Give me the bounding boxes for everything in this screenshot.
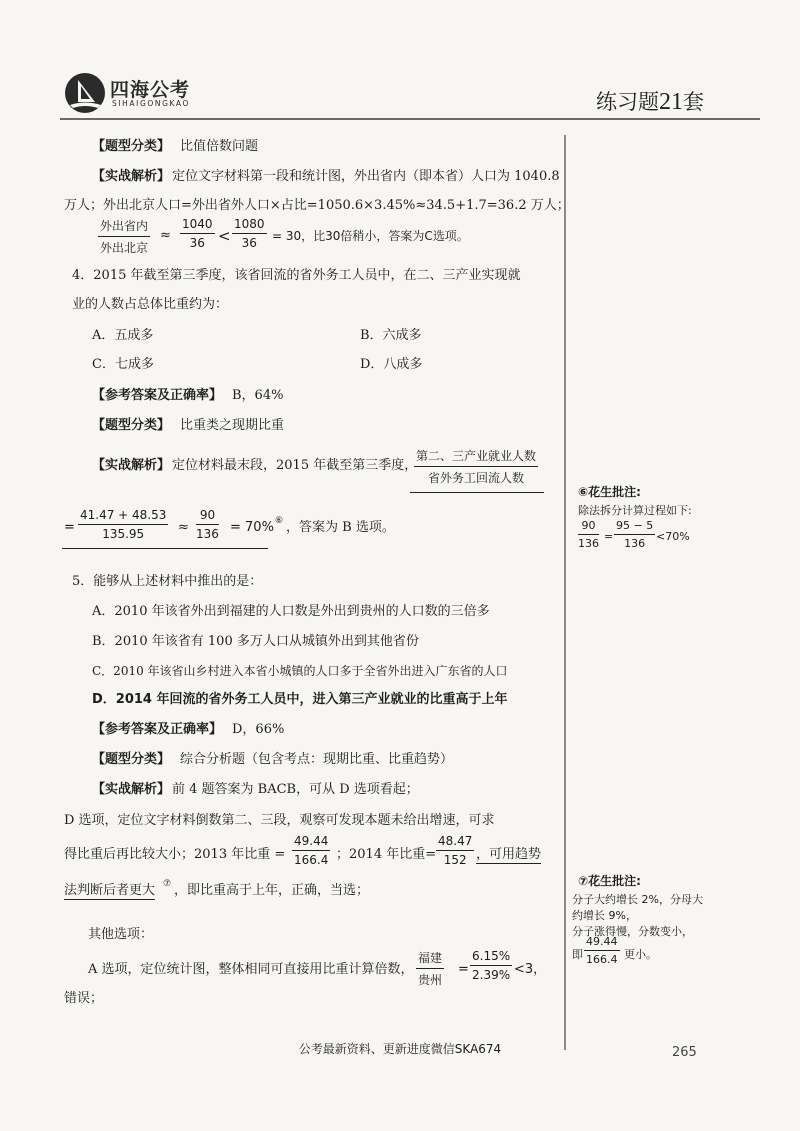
- q5-stem: 5．能够从上述材料中推出的是：: [72, 574, 263, 589]
- q4-fraction-2: $\frac{90}{136}$: [196, 508, 219, 541]
- note-7-line3: 分子涨得慢，分数变小，: [572, 925, 693, 938]
- q5-d-line3a: 法判断后者更大: [64, 883, 156, 898]
- note-6-marker: ⑥: [275, 516, 284, 526]
- q4-type-text: 比重类之现期比重: [180, 418, 285, 433]
- note-6-fraction-2: $\frac{95 - 5}{136}$: [616, 519, 654, 550]
- q4-definition-fraction: 第二、三产业就业人数 省外务工回流人数: [416, 449, 537, 485]
- q5-analysis-label: 【实战解析】: [92, 782, 171, 797]
- q4-result: = 70%: [230, 520, 274, 535]
- margin-divider: [564, 135, 566, 1050]
- q3-fraction-1: $\frac{1040}{36}$: [182, 217, 213, 250]
- note-6-tail: <70%: [656, 530, 690, 543]
- q5-a-lt3: <3，: [514, 962, 547, 977]
- q4-stem-line2: 业的人数占总体比重约为：: [72, 297, 229, 312]
- q3-result: = 30，比30倍稍小，答案为C选项。: [272, 229, 469, 243]
- q3-analysis-label: 【实战解析】: [92, 169, 171, 184]
- note-7-line2: 约增长 9%，: [572, 909, 637, 922]
- q5-d-fraction-2013: $\frac{49.44}{166.4}$: [294, 834, 329, 867]
- q4-calc-fraction: $\frac{41.47 + 48.53}{135.95}$: [80, 508, 167, 541]
- q3-type-text: 比值倍数问题: [180, 139, 259, 154]
- exercise-set-title: 练习题21套: [596, 89, 704, 115]
- q5-a-fraction: $\frac{6.15\%}{2.39\%}$: [472, 949, 511, 982]
- q5-option-c: C．2010 年该省山乡村进入本省小城镇的人口多于全省外出进入广东省的人口: [92, 664, 508, 678]
- q4-calc-underline: [62, 548, 268, 549]
- q4-approx: ≈: [178, 520, 189, 535]
- note-7-line1: 分子大约增长 2%，分母大: [572, 893, 703, 906]
- note-6-eq: =: [604, 530, 614, 543]
- q5-option-a: A．2010 年该省外出到福建的人口数是外出到贵州的人口数的三倍多: [92, 604, 490, 619]
- q5-a-eq: =: [458, 962, 469, 977]
- q5-d-line1: D 选项，定位文字材料倒数第二、三段，观察可发现本题未给出增速，可求: [64, 813, 495, 828]
- q4-result-tail: ，答案为 B 选项。: [286, 520, 395, 535]
- note-7-fraction: $\frac{49.44}{166.4}$: [586, 935, 618, 966]
- q5-d-line3b: ，即比重高于上年，正确，当选；: [174, 883, 370, 898]
- q3-fraction-2: $\frac{1080}{36}$: [234, 217, 265, 250]
- logo: [64, 72, 204, 116]
- q5-d-line2c: ，可用趋势: [476, 847, 542, 862]
- footer-text: 公考最新资料、更新进度微信SKA674: [298, 1042, 502, 1056]
- q4-option-c: C．七成多: [92, 357, 154, 372]
- q3-ratio-fraction: 外出省内 外出北京: [100, 219, 149, 255]
- q4-analysis-text: 定位材料最末段，2015 年截至第三季度，: [172, 458, 418, 473]
- q4-answer-text: B，64%: [232, 388, 284, 403]
- q5-d-line2b: ；2014 年比重=: [336, 847, 437, 862]
- note-7-tail: 更小。: [624, 948, 657, 961]
- q5-a-line2: 错误；: [64, 991, 104, 1006]
- q5-a-line: A 选项，定位统计图，整体相同可直接用比重计算倍数，: [88, 962, 414, 977]
- q5-analysis-text: 前 4 题答案为 BACB，可从 D 选项看起；: [172, 782, 419, 797]
- q3-less-than: <: [218, 227, 231, 245]
- q5-d-line2a: 得比重后再比较大小；2013 年比重 =: [64, 847, 286, 862]
- note-7-prefix: 即: [572, 948, 583, 961]
- note-6-line1: 除法拆分计算过程如下:: [578, 504, 692, 517]
- q5-type-label: 【题型分类】: [92, 752, 171, 767]
- q5-d-fraction-2014: $\frac{48.47}{152}$: [438, 834, 473, 867]
- note-7-marker: ⑦: [163, 879, 172, 889]
- q5-answer-text: D，66%: [232, 722, 285, 737]
- q5-a-ratio-fraction: 福建 贵州: [418, 951, 443, 987]
- q4-option-a: A．五成多: [92, 328, 154, 343]
- sailboat-logo-icon: [64, 72, 106, 114]
- q3-approx: ≈: [160, 228, 171, 243]
- q3-analysis-line1: 定位文字材料第一段和统计图，外出省内（即本省）人口为 1040.8: [172, 169, 560, 184]
- header-divider: [60, 118, 760, 120]
- logo-subtext: SIHAIGONGKAO: [112, 99, 190, 108]
- q5-option-d: D．2014 年回流的省外务工人员中，进入第三产业就业的比重高于上年: [92, 692, 508, 707]
- q4-answer-label: 【参考答案及正确率】: [92, 388, 223, 403]
- logo-text: 四海公考: [110, 79, 191, 101]
- note-7-title: ⑦花生批注:: [578, 874, 641, 888]
- q4-type-label: 【题型分类】: [92, 418, 171, 433]
- q3-analysis-line2: 万人；外出北京人口=外出省外人口×占比=1050.6×3.45%≈34.5+1.7=36.2 万人；: [64, 198, 570, 213]
- page-number: 265: [672, 1045, 697, 1060]
- note-6-fraction-1: $\frac{90}{136}$: [578, 519, 599, 550]
- note-6-title: ⑥花生批注:: [578, 485, 641, 499]
- q5-answer-label: 【参考答案及正确率】: [92, 722, 223, 737]
- q4-option-d: D．八成多: [360, 357, 423, 372]
- q5-other-options: 其他选项：: [88, 927, 154, 942]
- q5-type-text: 综合分析题（包含考点：现期比重、比重趋势）: [180, 752, 454, 767]
- q3-type-label: 【题型分类】: [92, 139, 171, 154]
- q4-eq-prefix: =: [64, 520, 75, 535]
- q4-definition-underline: [410, 492, 544, 493]
- q4-option-b: B．六成多: [360, 328, 422, 343]
- q5-option-b: B．2010 年该省有 100 多万人口从城镇外出到其他省份: [92, 634, 419, 649]
- q4-stem-line1: 4．2015 年截至第三季度，该省回流的省外务工人员中，在二、三产业实现就: [72, 268, 521, 283]
- q4-analysis-label: 【实战解析】: [92, 458, 171, 473]
